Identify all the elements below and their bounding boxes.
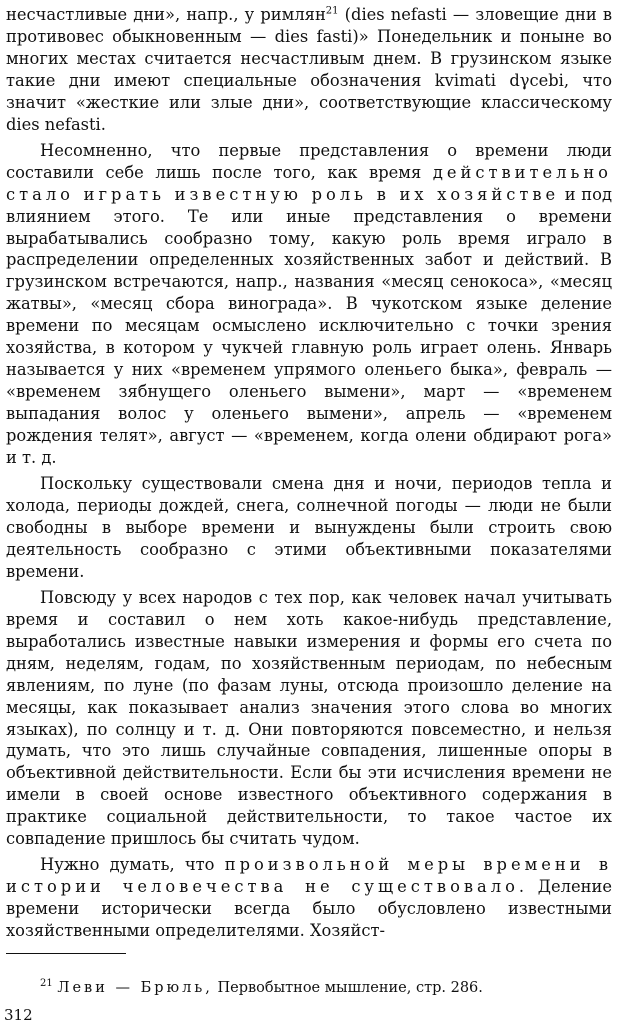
paragraph-1-part-b: (dies nefasti — зловещие дни в противовес обыкновенным — dies fasti)» Понедельник и поныне во многих местах считается несчастливым днем. В грузинском языке такие дни имеют специальные обозначения kvimati dγcebi, что значит «жесткие или злые дни», соответствующие классическому dies nefasti. xyxy=(6,5,612,134)
paragraph-2-emphasis: действительно стало играть известную роль в их хозяйстве xyxy=(6,162,612,204)
footnote-reference: 21 xyxy=(325,5,339,17)
page-number: 312 xyxy=(4,1006,33,1024)
paragraph-1-part-a: несчастливые дни», напр., у римлян xyxy=(6,5,326,24)
footnote-text: Первобытное мышление, стр. 286. xyxy=(212,980,483,996)
paragraph-4: Повсюду у всех народов с тех пор, как человек начал учитывать время и составил о нем хоть какое-нибудь представление, выработались известные навыки измерения и формы его счета по дням, неделям, годам, по хозяйственным периодам, по небесным явлениям, по луне (по фазам луны, отсюда произошло деление на месяцы, как показывает анализ значения этого слова во многих языках), по солнцу и т. д. Они повторяются повсеместно, и нельзя думать, что это лишь случайные совпадения, лишенные опоры в объективной действительности. Если бы эти исчисления времени не имели в своей основе известного объективного содержания в практике социальной действительности, то такое частое их совпадение пришлось бы считать чудом. xyxy=(6,587,612,849)
paragraph-2-part-b: и под влиянием этого. Те или иные представления о времени вырабатывались сообразно тому, какую роль время играло в распределении определенных хозяйственных забот и действий. В грузинском встречаются, напр., названия «месяц сенокоса», «месяц жатвы», «месяц сбора винограда». В чукотском языке деление времени по месяцам осмыслено исключительно с точки зрения хозяйства, в котором у чукчей главную роль играет олень. Январь называется у них «временем упрямого оленьего быка», февраль — «временем зябнущего оленьего вымени», март — «временем выпадания волос у оленьего вымени», апрель — «временем рождения телят», август — «временем, когда олени обдирают рога» и т. д. xyxy=(6,184,612,468)
footnote-divider xyxy=(6,953,126,954)
footnote xyxy=(40,978,600,998)
footnote-number: 21 xyxy=(40,978,53,990)
paragraph-2 xyxy=(6,140,612,469)
paragraph-5 xyxy=(6,854,612,942)
paragraph-5-emphasis: произвольной меры времени в истории человечества не существовало xyxy=(6,855,612,897)
paragraph-2-part-a: Несомненно, что первые представления о времени люди составили себе лишь после того, как время xyxy=(6,140,612,182)
paragraph-1 xyxy=(6,4,612,136)
footnote-author: Леви — Брюль, xyxy=(57,980,213,996)
main-text xyxy=(6,4,612,942)
paragraph-5-part-a: Нужно думать, что xyxy=(40,855,225,875)
paragraph-5-part-b: . Деление времени исторически всегда было обусловлено известными хозяйственными определителями. Хозяйст- xyxy=(6,877,612,941)
paragraph-3: Поскольку существовали смена дня и ночи, периодов тепла и холода, периоды дождей, снега, солнечной погоды — люди не были свободны в выборе времени и вынуждены были строить свою деятельность сообразно с этими объективными показателями времени. xyxy=(6,474,612,581)
